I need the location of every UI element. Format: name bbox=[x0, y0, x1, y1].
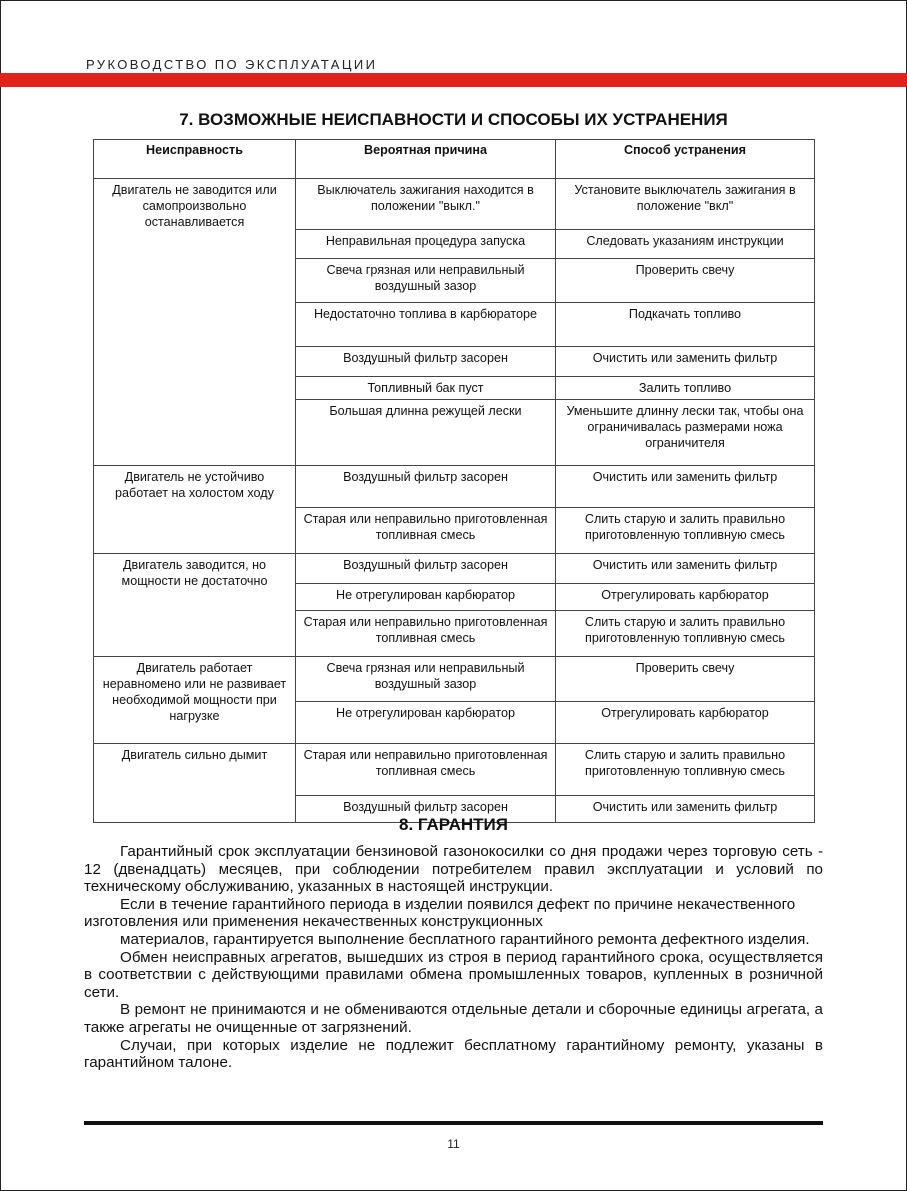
remedy-cell: Отрегулировать карбюратор bbox=[556, 584, 815, 611]
remedy-cell: Проверить свечу bbox=[556, 657, 815, 702]
cause-cell: Свеча грязная или неправильный воздушный зазор bbox=[296, 259, 556, 303]
column-header-cause: Вероятная причина bbox=[296, 140, 556, 179]
warranty-paragraph: В ремонт не принимаются и не обмениваются отдельные детали и сборочные единицы агрегата, а также агрегаты не очищенные от загрязнений. bbox=[84, 1001, 823, 1036]
table-row bbox=[94, 744, 815, 796]
warranty-paragraph: Обмен неисправных агрегатов, вышедших из строя в период гарантийного срока, осуществляется в соответствии с действующими правилами обмена промышленных товаров, купленных в розничной сети. bbox=[84, 948, 823, 1001]
table-row bbox=[94, 657, 815, 702]
problem-cell: Двигатель заводится, но мощности не достаточно bbox=[94, 554, 296, 657]
problem-cell: Двигатель работает неравномено или не развивает необходимой мощности при нагрузке bbox=[94, 657, 296, 744]
page-number: 11 bbox=[447, 1137, 460, 1151]
remedy-cell: Установите выключатель зажигания в положение "вкл" bbox=[556, 179, 815, 230]
warranty-text bbox=[84, 843, 823, 1072]
warranty-paragraph: Случаи, при которых изделие не подлежит бесплатному гарантийному ремонту, указаны в гарантийном талоне. bbox=[84, 1036, 823, 1072]
remedy-cell: Слить старую и залить правильно приготовленную топливную смесь bbox=[556, 611, 815, 657]
cause-cell: Воздушный фильтр засорен bbox=[296, 347, 556, 377]
remedy-cell: Очистить или заменить фильтр bbox=[556, 347, 815, 377]
cause-cell: Свеча грязная или неправильный воздушный зазор bbox=[296, 657, 556, 702]
cause-cell: Выключатель зажигания находится в положении "выкл." bbox=[296, 179, 556, 230]
footer-rule bbox=[84, 1121, 823, 1125]
remedy-cell: Слить старую и залить правильно приготовленную топливную смесь bbox=[556, 508, 815, 554]
table-row bbox=[94, 179, 815, 230]
cause-cell: Топливный бак пуст bbox=[296, 377, 556, 400]
problem-cell: Двигатель не устойчиво работает на холостом ходу bbox=[94, 466, 296, 554]
remedy-cell: Следовать указаниям инструкции bbox=[556, 230, 815, 259]
column-header-remedy: Способ устранения bbox=[556, 140, 815, 179]
header-accent-band bbox=[0, 73, 907, 87]
troubleshooting-table bbox=[93, 139, 815, 823]
cause-cell: Не отрегулирован карбюратор bbox=[296, 584, 556, 611]
cause-cell: Воздушный фильтр засорен bbox=[296, 466, 556, 508]
remedy-cell: Уменьшите длинну лески так, чтобы она ограничивалась размерами ножа ограничителя bbox=[556, 400, 815, 466]
remedy-cell: Проверить свечу bbox=[556, 259, 815, 303]
cause-cell: Неправильная процедура запуска bbox=[296, 230, 556, 259]
cause-cell: Старая или неправильно приготовленная топливная смесь bbox=[296, 611, 556, 657]
remedy-cell: Подкачать топливо bbox=[556, 303, 815, 347]
cause-cell: Большая длинна режущей лески bbox=[296, 400, 556, 466]
cause-cell: Воздушный фильтр засорен bbox=[296, 796, 556, 823]
cause-cell: Недостаточно топлива в карбюраторе bbox=[296, 303, 556, 347]
table-body bbox=[94, 179, 815, 823]
table-row bbox=[94, 466, 815, 508]
problem-cell: Двигатель сильно дымит bbox=[94, 744, 296, 823]
cause-cell: Старая или неправильно приготовленная топливная смесь bbox=[296, 508, 556, 554]
table-header-row bbox=[94, 140, 815, 179]
remedy-cell: Очистить или заменить фильтр bbox=[556, 796, 815, 823]
remedy-cell: Отрегулировать карбюратор bbox=[556, 702, 815, 744]
remedy-cell: Залить топливо bbox=[556, 377, 815, 400]
section-8-title: 8. ГАРАНТИЯ bbox=[399, 815, 508, 834]
warranty-paragraph: Гарантийный срок эксплуатации бензиновой газонокосилки со дня продажи через торговую сеть - 12 (двенадцать) месяцев, при соблюдении потребителем правил эксплуатации и условий по техническому обслуживанию, указанных в настоящей инструкции. bbox=[84, 843, 823, 896]
problem-cell: Двигатель не заводится или самопроизвольно останавливается bbox=[94, 179, 296, 466]
section-7-title: 7. ВОЗМОЖНЫЕ НЕИСПАВНОСТИ И СПОСОБЫ ИХ УСТРАНЕНИЯ bbox=[179, 110, 728, 129]
warranty-paragraph: материалов, гарантируется выполнение бесплатного гарантийного ремонта дефектного изделия. bbox=[120, 930, 810, 948]
remedy-cell: Очистить или заменить фильтр bbox=[556, 466, 815, 508]
remedy-cell: Очистить или заменить фильтр bbox=[556, 554, 815, 584]
running-header: РУКОВОДСТВО ПО ЭКСПЛУАТАЦИИ bbox=[86, 57, 378, 72]
table-row bbox=[94, 554, 815, 584]
column-header-problem: Неисправность bbox=[94, 140, 296, 179]
cause-cell: Старая или неправильно приготовленная топливная смесь bbox=[296, 744, 556, 796]
remedy-cell: Слить старую и залить правильно приготовленную топливную смесь bbox=[556, 744, 815, 796]
cause-cell: Не отрегулирован карбюратор bbox=[296, 702, 556, 744]
cause-cell: Воздушный фильтр засорен bbox=[296, 554, 556, 584]
warranty-paragraph: Если в течение гарантийного периода в изделии появился дефект по причине некачественного изготовления или применения некачественных конструкционных bbox=[84, 895, 796, 931]
